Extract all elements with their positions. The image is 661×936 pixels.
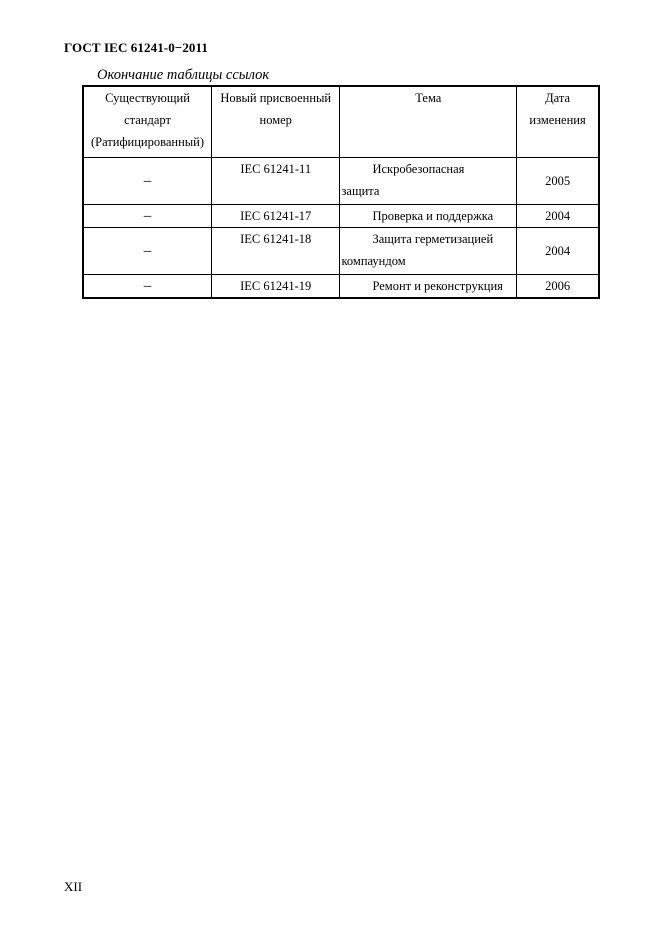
- table-caption: Окончание таблицы ссылок: [97, 67, 270, 83]
- number-cell: IEC 61241-19: [211, 275, 339, 299]
- header-change-date: Дата изменения: [517, 86, 599, 158]
- document-header: ГОСТ IEC 61241-0−2011: [64, 40, 209, 55]
- header-existing-standard: Существующий стандарт (Ратифицированный): [83, 86, 211, 158]
- header-new-number: Новый присвоенный номер: [211, 86, 339, 158]
- date-cell: 2006: [517, 275, 599, 299]
- table-header-row: [83, 86, 599, 158]
- references-table: [82, 85, 600, 299]
- topic-text: Искробезопасная: [372, 162, 465, 176]
- table-row: [83, 158, 599, 205]
- topic-cell: [340, 158, 517, 205]
- topic-text-continued: защита: [341, 184, 380, 198]
- number-cell: IEC 61241-11: [211, 158, 339, 205]
- number-cell: IEC 61241-17: [211, 205, 339, 228]
- existing-standard-cell: –: [83, 205, 211, 228]
- table-row: [83, 228, 599, 275]
- existing-standard-cell: –: [83, 228, 211, 275]
- page-number: XII: [64, 879, 83, 894]
- topic-text: Проверка и поддержка: [372, 209, 494, 223]
- date-cell: 2004: [517, 228, 599, 275]
- header-topic: Тема: [340, 86, 517, 158]
- number-cell: IEC 61241-18: [211, 228, 339, 275]
- existing-standard-cell: –: [83, 158, 211, 205]
- existing-standard-cell: –: [83, 275, 211, 299]
- table-row: [83, 205, 599, 228]
- date-cell: 2005: [517, 158, 599, 205]
- topic-text: Защита герметизацией: [372, 232, 494, 246]
- date-cell: 2004: [517, 205, 599, 228]
- topic-cell: [340, 275, 517, 299]
- topic-text: Ремонт и реконструкция: [372, 279, 503, 293]
- topic-cell: [340, 205, 517, 228]
- topic-text-continued: компаундом: [341, 254, 406, 268]
- topic-cell: [340, 228, 517, 275]
- table-row: [83, 275, 599, 299]
